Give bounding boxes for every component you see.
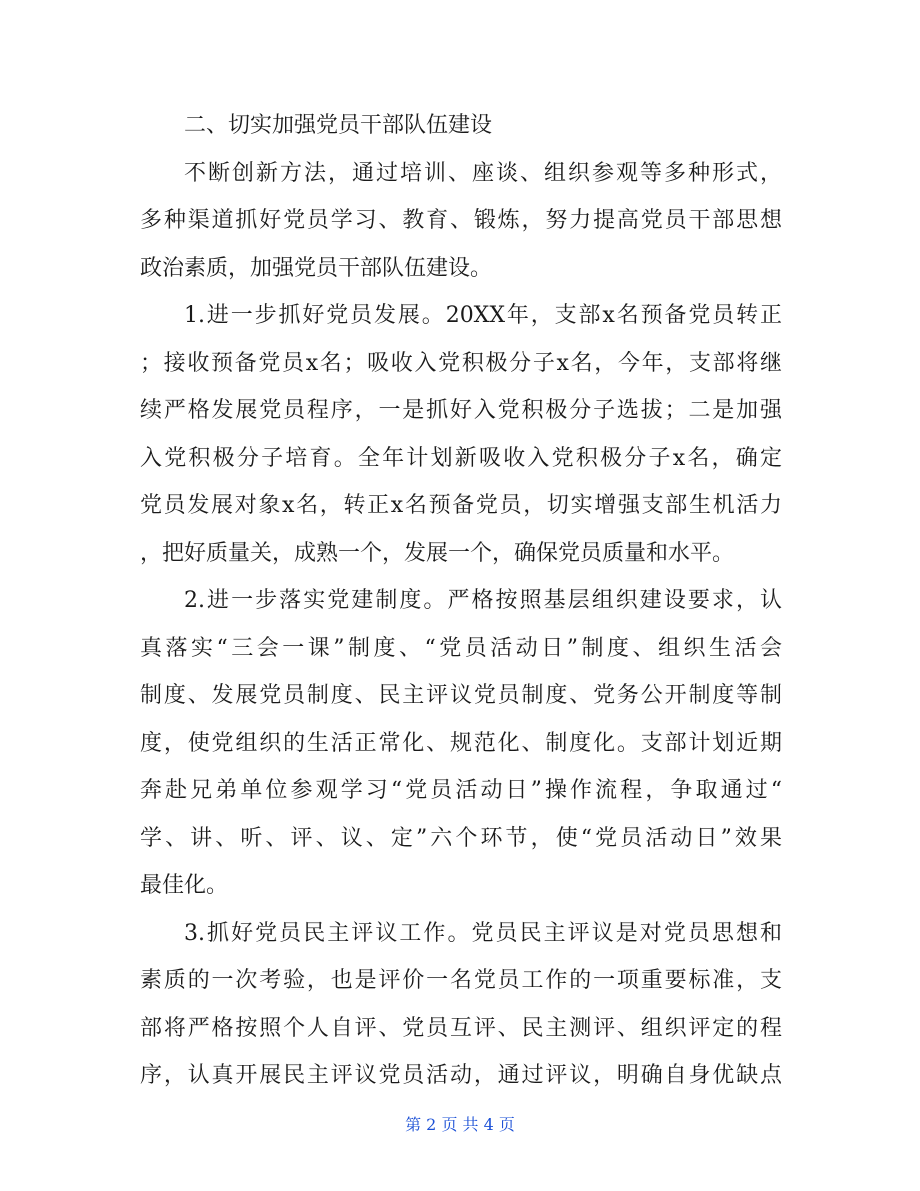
section-heading: 二、切实加强党员干部队伍建设 <box>184 113 493 138</box>
paragraph-line: 部将严格按照个人自评、党员互评、民主测评、组织评定的程 <box>140 1015 782 1041</box>
paragraph-line: 度，使党组织的生活正常化、规范化、制度化。支部计划近期 <box>140 730 782 756</box>
paragraph-line: 真落实“三会一课”制度、“党员活动日”制度、组织生活会 <box>140 635 782 661</box>
paragraph-line: 多种渠道抓好党员学习、教育、锻炼，努力提高党员干部思想 <box>140 208 782 233</box>
paragraph-line: ；接收预备党员x名；吸收入党积极分子x名，今年，支部将继 <box>140 350 782 376</box>
paragraph-line: 党员发展对象x名，转正x名预备党员，切实增强支部生机活力 <box>140 493 782 518</box>
paragraph-line: 续严格发展党员程序，一是抓好入党积极分子选拔；二是加强 <box>140 398 782 423</box>
paragraph-line: 不断创新方法，通过培训、座谈、组织参观等多种形式， <box>184 160 782 186</box>
paragraph-line: 1.进一步抓好党员发展。20XX年，支部x名预备党员转正 <box>184 303 782 328</box>
paragraph-line: 素质的一次考验，也是评价一名党员工作的一项重要标准，支 <box>140 968 782 993</box>
page-number-footer: 第 2 页 共 4 页 <box>405 1115 515 1134</box>
paragraph-line: 制度、发展党员制度、民主评议党员制度、党务公开制度等制 <box>140 683 782 708</box>
paragraph-line: 2.进一步落实党建制度。严格按照基层组织建设要求，认 <box>184 588 782 613</box>
paragraph-line: 入党积极分子培育。全年计划新吸收入党积极分子x名，确定 <box>140 445 782 471</box>
paragraph-line: ，把好质量关，成熟一个，发展一个，确保党员质量和水平。 <box>140 540 735 566</box>
paragraph-line: 学、讲、听、评、议、定”六个环节，使“党员活动日”效果 <box>140 825 782 851</box>
paragraph-line: 奔赴兄弟单位参观学习“党员活动日”操作流程，争取通过“ <box>140 778 782 803</box>
document-body <box>140 102 782 1100</box>
paragraph-line: 政治素质，加强党员干部队伍建设。 <box>140 255 493 281</box>
paragraph-line: 最佳化。 <box>140 873 229 898</box>
paragraph-line: 3.抓好党员民主评议工作。党员民主评议是对党员思想和 <box>184 920 782 946</box>
paragraph-line: 序，认真开展民主评议党员活动，通过评议，明确自身优缺点 <box>140 1063 782 1088</box>
